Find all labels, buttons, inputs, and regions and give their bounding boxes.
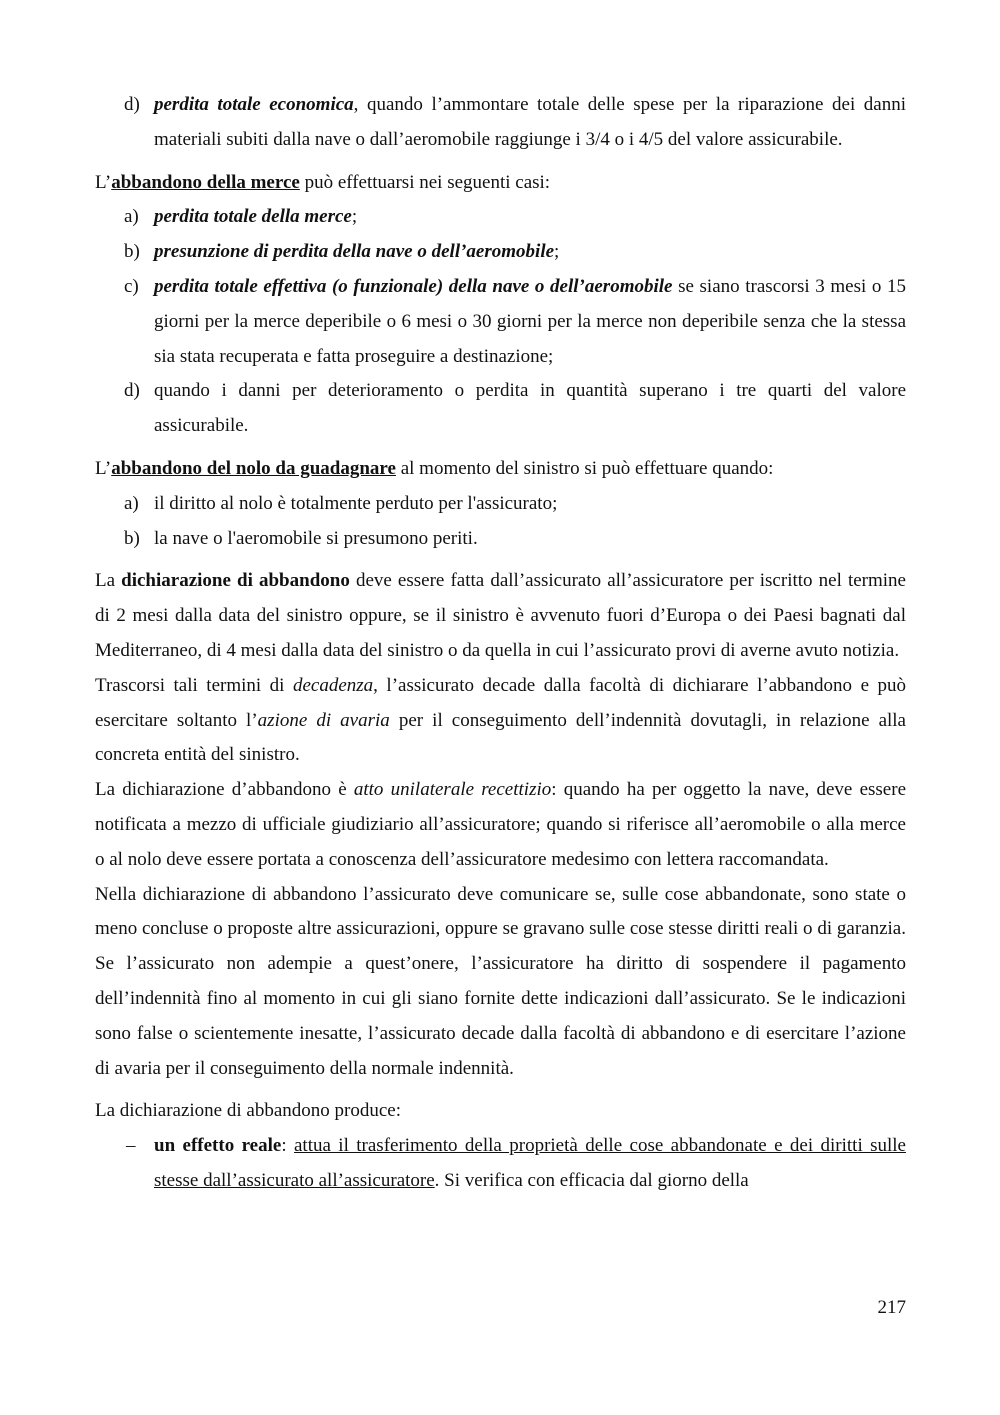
list-item [95,522,906,557]
item-title: perdita totale effettiva (o funzionale) della nave o dell’aeromobile [154,275,673,297]
nolo-list [95,487,906,557]
p1-start: La [95,570,122,592]
p2-italic-azione: azione di avaria [257,709,390,731]
dichiarazione-paragraph-4: Nella dichiarazione di abbandono l’assicurato deve comunicare se, sulle cose abbandonate, sono state o meno concluse o proposte altre assicurazioni, oppure se gravano sulle cose stesse diritti reali o di garanzia. Se l’assicurato non adempie a quest’onere, l’assicuratore ha diritto di sospendere il pagamento dell’indennità fino al momento in cui gli siano fornite dette indicazioni dall’assicurato. Se le indicazioni sono false o scientemente inesatte, l’assicurato decade dalla facoltà di abbandono e di esercitare l’azione di avaria per il conseguimento della normale indennità. [95,883,906,1079]
p2-rest: per il conseguimento dell’indennità dovutagli, in relazione alla concreta entità del sinistro. [95,709,906,766]
p3-rest: : quando ha per oggetto la nave, deve essere notificata a mezzo di ufficiale giudiziario all’assicuratore; quando si riferisce all’aeromobile o alla merce o al nolo deve essere portata a conoscenza dell’assicuratore medesimo con lettera raccomandata. [95,779,906,870]
effetto-rest: . Si verifica con efficacia dal giorno della [434,1169,749,1191]
list-item [95,200,906,235]
list-item [95,487,906,522]
item-text: quando i danni per deterioramento o perdita in quantità superano i tre quarti del valore assicurabile. [154,380,906,437]
merce-term: abbandono della merce [111,171,300,193]
item-text: la nave o l'aeromobile si presumono periti. [154,527,478,549]
merce-suffix: può effettuarsi nei seguenti casi: [299,171,551,193]
p3-italic: atto unilaterale recettizio [353,779,552,801]
list-marker: c) [124,275,139,297]
page-number: 217 [877,1297,906,1318]
list-marker: d) [124,380,140,402]
p3-start: La dichiarazione d’abbandono è [95,779,354,801]
item-text: il diritto al nolo è totalmente perduto per l'assicurato; [154,492,558,514]
item-title: perdita totale della merce [154,206,352,228]
p2-start: Trascorsi tali termini di [95,674,293,696]
document-page [95,88,906,1199]
list-marker: a) [124,492,139,514]
merce-list [95,200,906,444]
list-item [95,1129,906,1199]
list-item [95,88,906,158]
nolo-intro [95,452,906,487]
effetto-colon: : [281,1135,294,1157]
p1-term: dichiarazione di abbandono [121,570,350,592]
nolo-prefix: L’ [95,457,112,479]
item-text: ; [351,206,358,228]
item-title: presunzione di perdita della nave o dell’aeromobile [154,241,555,263]
list-marker: b) [124,527,140,549]
dichiarazione-paragraph-5: La dichiarazione di abbandono produce: [95,1100,401,1122]
p2-mid: , l’assicurato decade dalla facoltà di dichiarare l’abbandono e può esercitare soltanto l’ [95,674,907,731]
dichiarazione-paragraph-1 [95,564,906,668]
item-text: se siano trascorsi 3 mesi o 15 giorni per la merce deperibile o 6 mesi o 30 giorni per la merce non deperibile senza che la stessa sia stata recuperata e fatta proseguire a destinazione; [154,275,906,367]
nolo-suffix: al momento del sinistro si può effettuare quando: [395,457,774,479]
list-marker: d) [124,94,140,115]
list-item [95,374,906,444]
nolo-term: abbandono del nolo da guadagnare [111,457,396,479]
list-item [95,270,906,374]
effetto-title: un effetto reale [154,1135,282,1157]
dichiarazione-paragraph-3 [95,773,906,877]
merce-prefix: L’ [95,171,112,193]
item-text: ; [554,241,560,263]
list-marker: – [126,1135,136,1157]
p1-rest: deve essere fatta dall’assicurato all’assicuratore per iscritto nel termine di 2 mesi dalla data del sinistro oppure, se il sinistro è avvenuto fuori d’Europa o dei Paesi bagnati dal Mediterraneo, di 4 mesi dalla data del sinistro o da quella in cui l’assicurato provi di averne avuto notizia. [95,570,906,661]
list-marker: b) [124,241,140,263]
item-text: , quando l’ammontare totale delle spese per la riparazione dei danni materiali subiti dalla nave o dall’aeromobile raggiunge i 3/4 o i 4/5 del valore assicurabile. [154,94,907,150]
effetti-list [95,1129,906,1199]
list-item [95,235,906,270]
effetto-underlined: attua il trasferimento della proprietà delle cose abbandonate e dei diritti sulle stesse dall’assicurato all’assicuratore [154,1135,906,1191]
list-marker: a) [124,206,139,228]
p2-italic-decadenza: decadenza [292,674,374,696]
loss-types-list-continued [95,88,906,158]
item-title: perdita totale economica [154,94,354,115]
dichiarazione-paragraph-2 [95,669,906,773]
merce-intro [95,166,906,201]
